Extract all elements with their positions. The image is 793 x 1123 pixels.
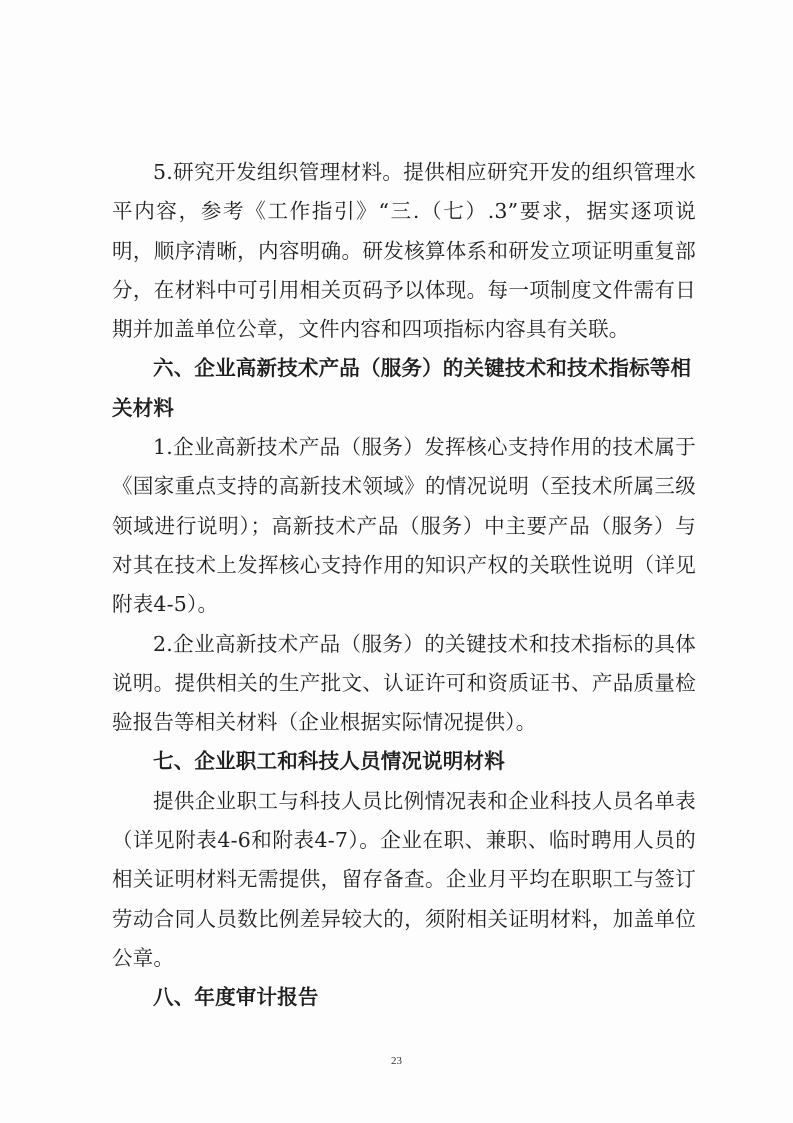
document-page (112, 153, 696, 1018)
page-number: 23 (391, 1055, 402, 1067)
section-heading-six: 六、企业高新技术产品（服务）的关键技术和技术指标等相关材料 (112, 356, 692, 420)
section-heading-eight: 八、年度审计报告 (153, 985, 319, 1010)
paragraph-staff-ratio: 提供企业职工与科技人员比例情况表和企业科技人员名单表（详见附表4-6和附表4-7）。企业在职、兼职、临时聘用人员的相关证明材料无需提供，留存备查。企业月平均在职职工与签订劳动合同人员数比例差异较大的，须附相关证明材料，加盖单位公章。 (112, 788, 696, 970)
paragraph-core-technology-field: 1.企业高新技术产品（服务）发挥核心支持作用的技术属于《国家重点支持的高新技术领域》的情况说明（至技术所属三级领域进行说明）；高新技术产品（服务）中主要产品（服务）与对其在技术上发挥核心支持作用的知识产权的关联性说明（详见附表4-5）。 (112, 435, 696, 617)
paragraph-key-technology-indicators: 2.企业高新技术产品（服务）的关键技术和技术指标的具体说明。提供相关的生产批文、认证许可和资质证书、产品质量检验报告等相关材料（企业根据实际情况提供）。 (112, 631, 696, 735)
section-heading-seven: 七、企业职工和科技人员情况说明材料 (153, 749, 505, 774)
paragraph-rd-organization-materials: 5.研究开发组织管理材料。提供相应研究开发的组织管理水平内容，参考《工作指引》“三.（七）.3”要求，据实逐项说明，顺序清晰，内容明确。研发核算体系和研发立项证明重复部分，在材料中可引用相关页码予以体现。每一项制度文件需有日期并加盖单位公章，文件内容和四项指标内容具有关联。 (112, 160, 696, 342)
